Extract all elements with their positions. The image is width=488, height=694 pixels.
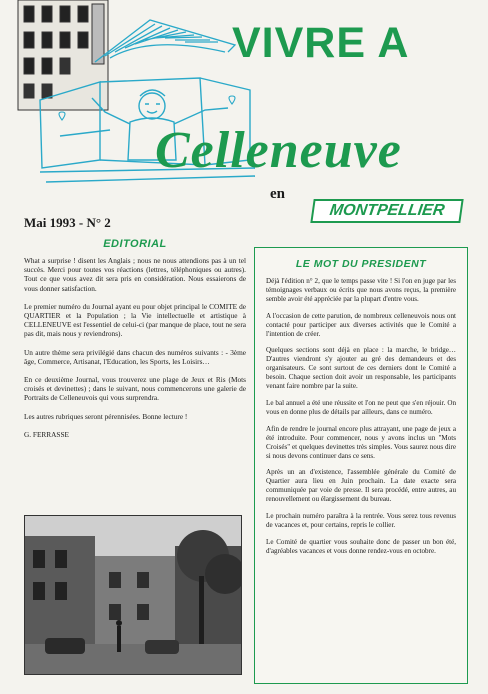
president-paragraph: Le Comité de quartier vous souhaite donc de passer un bon été, d'agréables vacances et vous donne rendez-vous en octobre.: [266, 537, 456, 555]
president-heading: LE MOT DU PRESIDENT: [295, 258, 427, 270]
masthead-title: VIVRE A: [232, 19, 410, 67]
editorial-paragraph: Un autre thème sera privilégié dans chacun des numéros suivants : - 3ème âge, Commerce, Artisanat, l'Education, les Sports, les Loisirs…: [24, 347, 246, 366]
masthead-name: Celleneuve: [155, 122, 402, 179]
president-paragraph: Afin de rendre le journal encore plus attrayant, une page de jeux a été introduite. Pour commencer, nous y avons inclus un "Mots Croisés" et quelques devinettes très simples. Vous saurez nous dire si nous devons continuer dans ce sens.: [266, 424, 456, 460]
editorial-paragraph: En ce deuxième Journal, vous trouverez une plage de Jeux et Ris (Mots croisés et devinettes) ; dans le suivant, nous commencerons une galerie de Portraits de Celleneuvois qui vous surprendra.: [24, 375, 246, 403]
editorial-paragraph: Le premier numéro du Journal ayant eu pour objet principal le COMITE de QUARTIER et la Population ; la Vie intellectuelle et artistique à CELLENEUVE est l'essentiel de celui-ci (par manque de place, tout ne sera pas dit, mais nous y reviendrons).: [24, 301, 246, 339]
editorial-paragraph: What a surprise ! disent les Anglais ; nous ne nous attendions pas à un tel succès. Merci pour toutes vos réactions (lettres, téléphoniques ou autres). Tout ce que vous avez dit sera pris en considération. Nous essaierons de vous donner satisfaction.: [24, 256, 246, 293]
masthead-city-badge: MONTPELLIER: [310, 199, 463, 223]
president-paragraph: Déjà l'édition n° 2, que le temps passe vite ! Si l'on en juge par les témoignages verbaux ou écrits que nous avons reçus, la première semble avoir été appréciée par la plupart d'entre vous.: [266, 277, 456, 303]
editorial-heading: EDITORIAL: [103, 238, 167, 250]
roof-sketch: [95, 20, 235, 62]
president-box: [254, 247, 468, 684]
editorial-section: [24, 238, 246, 448]
issue-date: Mai 1993 - N° 2: [24, 215, 111, 230]
street-photo-image: [25, 516, 242, 675]
president-paragraph: A l'occasion de cette parution, de nombreux celleneuvois nous ont contacté pour participer aux diverses activités que le Comité a l'intention de créer.: [266, 311, 456, 338]
editorial-signature: G. FERRASSE: [24, 429, 70, 439]
street-photo: [24, 515, 242, 675]
president-paragraph: Après un an d'existence, l'assemblée générale du Comité de Quartier aura lieu en Juin prochain. La date exacte sera communiquée par voie de presse. Il sera procédé, entre autres, au renouvellement ou élargissement du bureau.: [266, 468, 456, 504]
masthead-en: en: [270, 186, 285, 202]
president-paragraph: Le bal annuel a été une réussite et l'on ne peut que s'en réjouir. On vous en donne plus de détails par ailleurs, dans ce numéro.: [266, 398, 456, 416]
president-paragraph: Quelques sections sont déjà en place : la marche, le bridge… D'autres viendront s'y ajouter au gré des demandeurs et des organisateurs. Ce sont surtout de ces derniers dont le Comité a besoin. Chaque section doit avoir un responsable, les participants venant faire nombre par la suite.: [266, 346, 456, 391]
editorial-paragraph: Les autres rubriques seront pérennisées. Bonne lecture !: [24, 411, 188, 421]
president-paragraph: Le prochain numéro paraîtra à la rentrée. Vous serez tous revenus de vacances et, pour certains, repris le collier.: [266, 512, 456, 529]
